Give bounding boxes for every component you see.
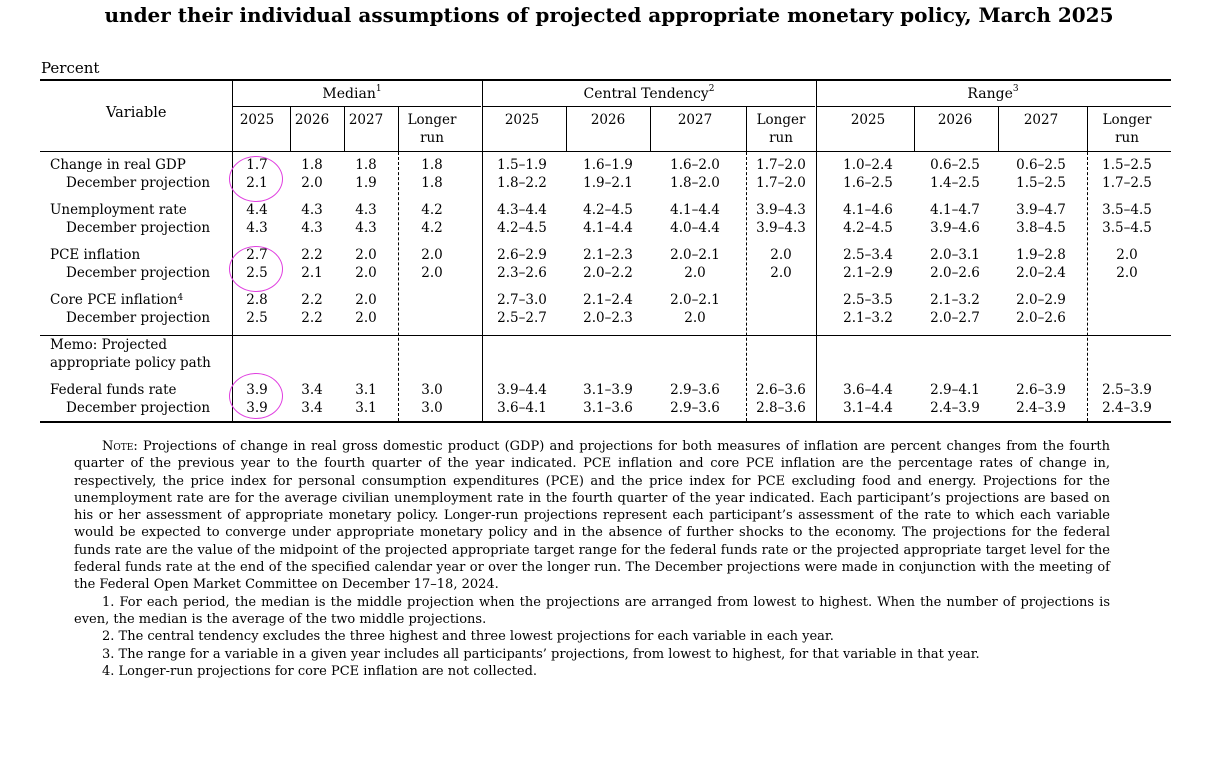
table-cell: 3.0 [421,382,443,398]
table-cell: 2.0–2.1 [670,292,720,308]
separator-range [816,80,817,421]
longer-run-header: Longer [756,112,806,128]
bottom-rule [40,421,1171,423]
row-label [66,220,210,237]
table-cell: 0.6–2.5 [930,157,980,173]
longer-run-dashed-line [398,152,399,421]
group-rule-central [483,106,815,107]
table-cell: 4.3 [355,202,377,218]
table-cell: 1.7–2.0 [756,175,806,191]
note-label: Note: [102,439,138,454]
row-label-text: Unemployment rate [50,202,187,218]
table-cell: 2.4–3.9 [1102,400,1152,416]
table-cell: 4.4 [246,202,268,218]
row-label-text: December projection [66,310,211,326]
table-cell: 3.5–4.5 [1102,220,1152,236]
highlight-circle [229,373,283,419]
table-cell: 2.0 [770,247,792,263]
table-cell: 2.0–3.1 [930,247,980,263]
table-cell: 2.9–3.6 [670,382,720,398]
notes-section [74,438,1110,680]
table-cell: 2.4–3.9 [1016,400,1066,416]
table-cell: 1.6–1.9 [583,157,633,173]
footnote-2: 2. The central tendency excludes the three highest and three lowest projections for each variable in each year. [102,629,834,645]
table-cell: 3.9–4.4 [497,382,547,398]
table-cell: 2.0–2.4 [1016,265,1066,281]
table-cell: 2.9–3.6 [670,400,720,416]
table-cell: 3.5–4.5 [1102,202,1152,218]
table-cell: 4.1–4.7 [930,202,980,218]
table-cell: 3.9–4.3 [756,220,806,236]
table-cell: 2.5 [246,265,268,281]
row-label-text: December projection [66,220,211,236]
table-cell: 3.1–4.4 [843,400,893,416]
longer-run-dashed-line [1087,152,1088,421]
table-cell: 2.7 [246,247,268,263]
column-separator [344,107,345,151]
group-rule-median [232,106,481,107]
table-cell: 3.4 [301,382,323,398]
table-cell: 2.0 [355,265,377,281]
table-cell: 2.5 [246,310,268,326]
table-cell: 2.0–2.3 [583,310,633,326]
table-cell: 1.8 [421,157,443,173]
memo-rule [40,335,1171,336]
row-label-text: December projection [66,175,211,191]
row-label [66,310,210,327]
table-cell: 1.8–2.0 [670,175,720,191]
table-cell: 2.0 [421,265,443,281]
row-label-text: Change in real GDP [50,157,186,173]
table-cell: 1.8–2.2 [497,175,547,191]
table-cell: 2.0 [421,247,443,263]
row-label [66,265,210,282]
table-cell: 2.6–3.6 [756,382,806,398]
row-label-text: Federal funds rate [50,382,177,398]
row-label [50,202,187,219]
row-label-text: December projection [66,265,211,281]
table-cell: 2.4–3.9 [930,400,980,416]
row-label [66,175,210,192]
table-cell: 3.9–4.3 [756,202,806,218]
table-cell: 1.5–2.5 [1016,175,1066,191]
note-text: Projections of change in real gross domestic product (GDP) and projections for both measures of inflation are percent changes from the fourth quarter of the previous year to the fourth quarter of the year indicated. PCE inflation and core PCE inflation are the percentage rates of change in, respectively, the price index for personal consumption expenditures (PCE) and the price index for PCE excluding food and energy. Projections for the unemployment rate are for the average civilian unemployment rate in the fourth quarter of the year indicated. Each participant’s projections are based on his or her assessment of appropriate monetary policy. Longer-run projections represent each participant’s assessment of the rate to which each variable would be expected to converge under appropriate monetary policy and in the absence of further shocks to the economy. The projections for the federal funds rate are the value of the midpoint of the projected appropriate target range for the federal funds rate or the projected appropriate target level for the federal funds rate at the end of the specified calendar year or over the longer run. The December projections were made in conjunction with the meeting of the Federal Open Market Committee on December 17–18, 2024. [74,439,1110,593]
table-cell: 2.2 [301,310,323,326]
table-cell: 2.0–2.7 [930,310,980,326]
table-cell: 2.1 [246,175,268,191]
table-cell: 4.2–4.5 [843,220,893,236]
table-cell: 1.9–2.1 [583,175,633,191]
table-cell: 2.0 [770,265,792,281]
table-cell: 3.9 [246,382,268,398]
highlight-circle [229,156,283,202]
group-header [322,86,381,102]
longer-run-separator [398,107,399,151]
row-label-text: December projection [66,400,211,416]
table-cell: 2.0 [355,310,377,326]
table-cell: 2.2 [301,292,323,308]
group-header [967,86,1018,102]
table-cell: 3.4 [301,400,323,416]
table-cell: 2.0 [1116,247,1138,263]
group-header-label: Median [322,86,376,102]
table-cell: 2.5–3.4 [843,247,893,263]
table-cell: 1.5–1.9 [497,157,547,173]
table-cell: 3.1 [355,382,377,398]
table-cell: 4.2–4.5 [583,202,633,218]
table-cell: 3.6–4.1 [497,400,547,416]
top-rule [40,79,1171,81]
table-cell: 1.6–2.0 [670,157,720,173]
column-separator [998,107,999,151]
column-separator [290,107,291,151]
longer-run-header: run [769,130,793,146]
row-label [50,292,183,309]
table-cell: 3.9–4.6 [930,220,980,236]
table-cell: 2.0 [684,310,706,326]
table-cell: 4.3 [301,202,323,218]
table-cell: 3.1–3.6 [583,400,633,416]
row-label [50,382,177,399]
row-label-text: PCE inflation [50,247,141,263]
table-cell: 2.0 [684,265,706,281]
footnote-4: 4. Longer-run projections for core PCE inflation are not collected. [102,663,538,679]
table-cell: 2.1–3.2 [930,292,980,308]
table-cell: 3.1 [355,400,377,416]
table-cell: 2.0–2.6 [1016,310,1066,326]
column-separator [566,107,567,151]
table-cell: 2.0 [301,175,323,191]
table-cell: 2.3–2.6 [497,265,547,281]
column-separator [650,107,651,151]
table-cell: 1.7–2.5 [1102,175,1152,191]
table-cell: 1.7–2.0 [756,157,806,173]
footnote-marker: 1 [375,84,382,94]
longer-run-header: Longer [407,112,457,128]
units-label: Percent [41,59,100,77]
table-cell: 1.9–2.8 [1016,247,1066,263]
table-cell: 2.9–4.1 [930,382,980,398]
table-cell: 2.1–3.2 [843,310,893,326]
table-cell: 1.8 [355,157,377,173]
table-cell: 3.9 [246,400,268,416]
table-cell: 2.1 [301,265,323,281]
table-cell: 4.3–4.4 [497,202,547,218]
table-cell: 3.9–4.7 [1016,202,1066,218]
footnote-marker: 4 [177,293,184,303]
footnote-1: 1. For each period, the median is the middle projection when the projections are arranged from lowest to highest. When the number of projections is even, the median is the average of the two middle projections. [74,594,1110,627]
table-title: under their individual assumptions of projected appropriate monetary policy, March 2025 [104,3,1114,27]
table-cell: 2.2 [301,247,323,263]
longer-run-header: run [1115,130,1139,146]
table-cell: 1.6–2.5 [843,175,893,191]
table-cell: 3.0 [421,400,443,416]
row-label [66,400,210,417]
table-cell: 2.0–2.1 [670,247,720,263]
table-cell: 1.5–2.5 [1102,157,1152,173]
year-header: 2026 [590,112,626,128]
row-label [50,157,186,174]
longer-run-header: run [420,130,444,146]
year-header: 2026 [294,112,330,128]
longer-run-dashed-line [746,152,747,421]
table-cell: 3.8–4.5 [1016,220,1066,236]
table-cell: 2.1–2.4 [583,292,633,308]
table-cell: 2.1–2.9 [843,265,893,281]
table-cell: 4.3 [246,220,268,236]
longer-run-header: Longer [1102,112,1152,128]
year-header: 2027 [348,112,384,128]
year-header: 2025 [504,112,540,128]
table-cell: 2.8–3.6 [756,400,806,416]
table-cell: 1.4–2.5 [930,175,980,191]
group-header-label: Range [967,86,1013,102]
table-cell: 2.1–2.3 [583,247,633,263]
year-header: 2027 [677,112,713,128]
column-separator [914,107,915,151]
table-cell: 2.0–2.2 [583,265,633,281]
header-rule [40,151,1171,152]
group-header [584,86,715,102]
table-cell: 0.6–2.5 [1016,157,1066,173]
table-cell: 2.8 [246,292,268,308]
year-header: 2027 [1023,112,1059,128]
table-cell: 4.3 [301,220,323,236]
table-cell: 2.6–2.9 [497,247,547,263]
table-cell: 1.9 [355,175,377,191]
table-cell: 3.6–4.4 [843,382,893,398]
memo-label: Memo: Projected [50,337,168,353]
footnote-marker: 3 [1012,84,1019,94]
table-cell: 2.0 [355,292,377,308]
year-header: 2026 [937,112,973,128]
row-label-text: Core PCE inflation [50,292,178,308]
table-cell: 4.2 [421,220,443,236]
table-cell: 2.5–3.5 [843,292,893,308]
table-cell: 1.8 [301,157,323,173]
table-cell: 4.2 [421,202,443,218]
table-cell: 4.3 [355,220,377,236]
table-cell: 2.5–2.7 [497,310,547,326]
table-cell: 2.0–2.6 [930,265,980,281]
table-cell: 2.6–3.9 [1016,382,1066,398]
table-cell: 2.0 [355,247,377,263]
table-cell: 1.7 [246,157,268,173]
group-header-label: Central Tendency [583,86,709,102]
table-cell: 4.1–4.6 [843,202,893,218]
table-cell: 4.0–4.4 [670,220,720,236]
footnote-3: 3. The range for a variable in a given year includes all participants’ projections, from lowest to highest, for that variable in that year. [102,646,980,662]
table-cell: 2.0 [1116,265,1138,281]
table-cell: 2.5–3.9 [1102,382,1152,398]
note-paragraph [74,438,1110,594]
year-header: 2025 [850,112,886,128]
footnote-marker: 2 [708,84,715,94]
table-cell: 3.1–3.9 [583,382,633,398]
table-cell: 2.7–3.0 [497,292,547,308]
table-cell: 4.1–4.4 [583,220,633,236]
longer-run-separator [1087,107,1088,151]
row-label [50,247,140,264]
table-cell: 1.0–2.4 [843,157,893,173]
separator-median [232,80,233,421]
table-cell: 2.0–2.9 [1016,292,1066,308]
year-header: 2025 [239,112,275,128]
table-cell: 4.2–4.5 [497,220,547,236]
memo-label: appropriate policy path [50,355,211,371]
highlight-circle [229,246,283,292]
separator-central [482,80,483,421]
table-cell: 4.1–4.4 [670,202,720,218]
table-cell: 1.8 [421,175,443,191]
variable-header: Variable [106,105,167,121]
longer-run-separator [746,107,747,151]
group-rule-range [817,106,1171,107]
